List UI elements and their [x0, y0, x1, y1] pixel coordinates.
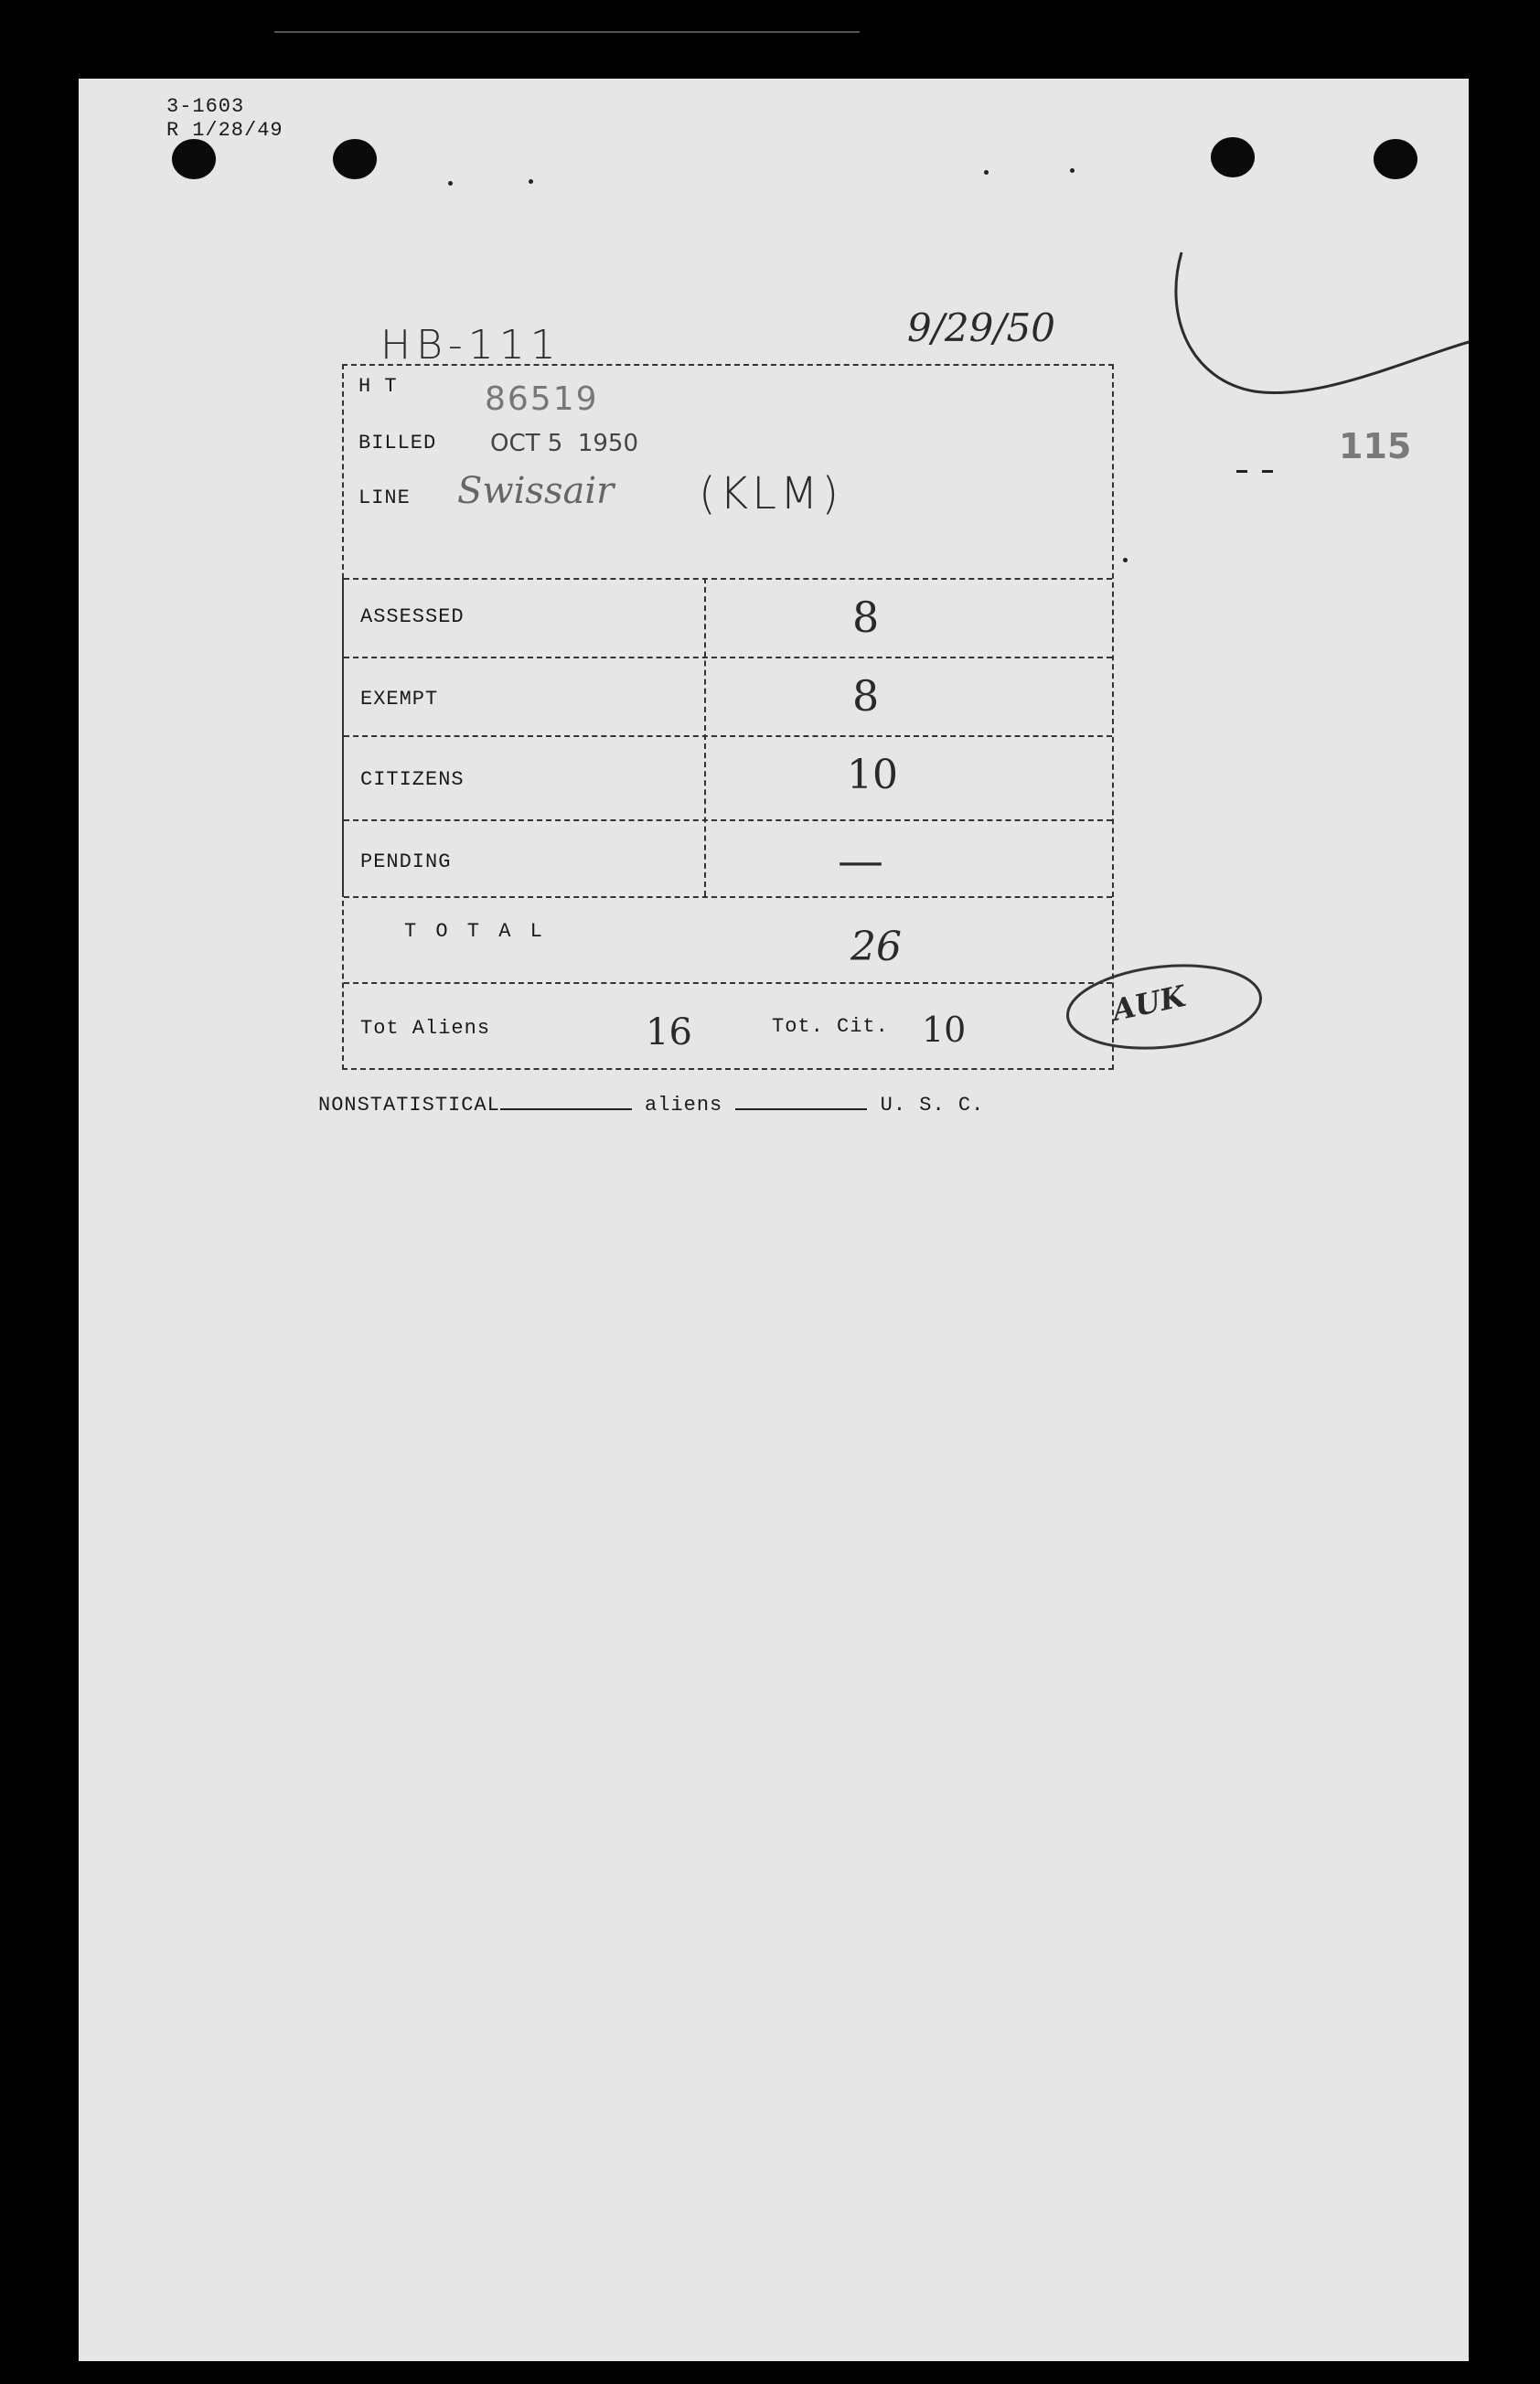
line-label: LINE	[358, 486, 411, 509]
assessed-label: ASSESSED	[360, 605, 465, 628]
tot-cit-label: Tot. Cit.	[772, 1015, 889, 1038]
nonstatistical-blank	[500, 1108, 632, 1110]
top-scan-edge-line	[274, 31, 860, 33]
exempt-value: 8	[852, 671, 880, 721]
tot-aliens-value: 16	[646, 1011, 692, 1053]
divider	[344, 982, 1112, 984]
speck	[1123, 558, 1128, 562]
ht-label: H T	[358, 375, 398, 398]
left-margin-line	[342, 578, 344, 896]
handwritten-line-name: Swissair	[457, 470, 615, 512]
usc-label: U. S. C.	[880, 1094, 985, 1117]
exempt-label: EXEMPT	[360, 688, 439, 711]
aliens-blank	[735, 1108, 867, 1110]
divider	[344, 819, 1112, 821]
total-label: T O T A L	[404, 920, 546, 943]
speck	[448, 181, 453, 186]
punch-hole-left-2	[333, 139, 377, 179]
aliens-label: aliens	[645, 1094, 723, 1117]
billed-date-stamp: OCT 5 1950	[490, 430, 639, 457]
ht-number-stamp: 86519	[485, 380, 599, 418]
punch-hole-right-2	[1374, 139, 1417, 179]
form-revision-date: 1/28/49	[192, 119, 283, 142]
handwritten-date: 9/29/50	[907, 305, 1055, 350]
tot-cit-value: 10	[922, 1010, 967, 1050]
punch-hole-left-1	[172, 139, 216, 179]
column-divider	[704, 578, 706, 896]
divider	[344, 896, 1112, 898]
nonstatistical-line	[318, 1094, 984, 1117]
divider	[344, 578, 1112, 580]
punch-hole-right-1	[1211, 137, 1255, 177]
page-number-stamp: 115	[1339, 426, 1412, 466]
pending-value: —	[838, 834, 883, 887]
handwritten-line-note: (KLM)	[699, 468, 843, 519]
form-revision-prefix: R	[166, 119, 180, 142]
form-number: 3-1603	[166, 95, 245, 118]
nonstatistical-label: NONSTATISTICAL	[318, 1094, 500, 1117]
speck	[1236, 470, 1247, 473]
divider	[344, 657, 1112, 658]
tot-aliens-label: Tot Aliens	[360, 1017, 491, 1040]
citizens-label: CITIZENS	[360, 768, 465, 791]
speck	[1262, 470, 1273, 473]
handwritten-hb-code: HB-111	[380, 322, 561, 369]
handwritten-initials: AUK	[1108, 978, 1189, 1028]
document-page	[79, 79, 1469, 2361]
speck	[1070, 168, 1075, 173]
total-value: 26	[850, 924, 902, 970]
billed-label: BILLED	[358, 432, 437, 454]
speck	[984, 170, 989, 175]
form-revision	[166, 119, 283, 142]
tally-form	[342, 364, 1114, 1070]
pending-label: PENDING	[360, 850, 452, 873]
margin-curve-mark	[1172, 243, 1469, 426]
speck	[529, 179, 533, 184]
assessed-value: 8	[852, 593, 880, 642]
citizens-value: 10	[847, 752, 898, 798]
divider	[344, 735, 1112, 737]
